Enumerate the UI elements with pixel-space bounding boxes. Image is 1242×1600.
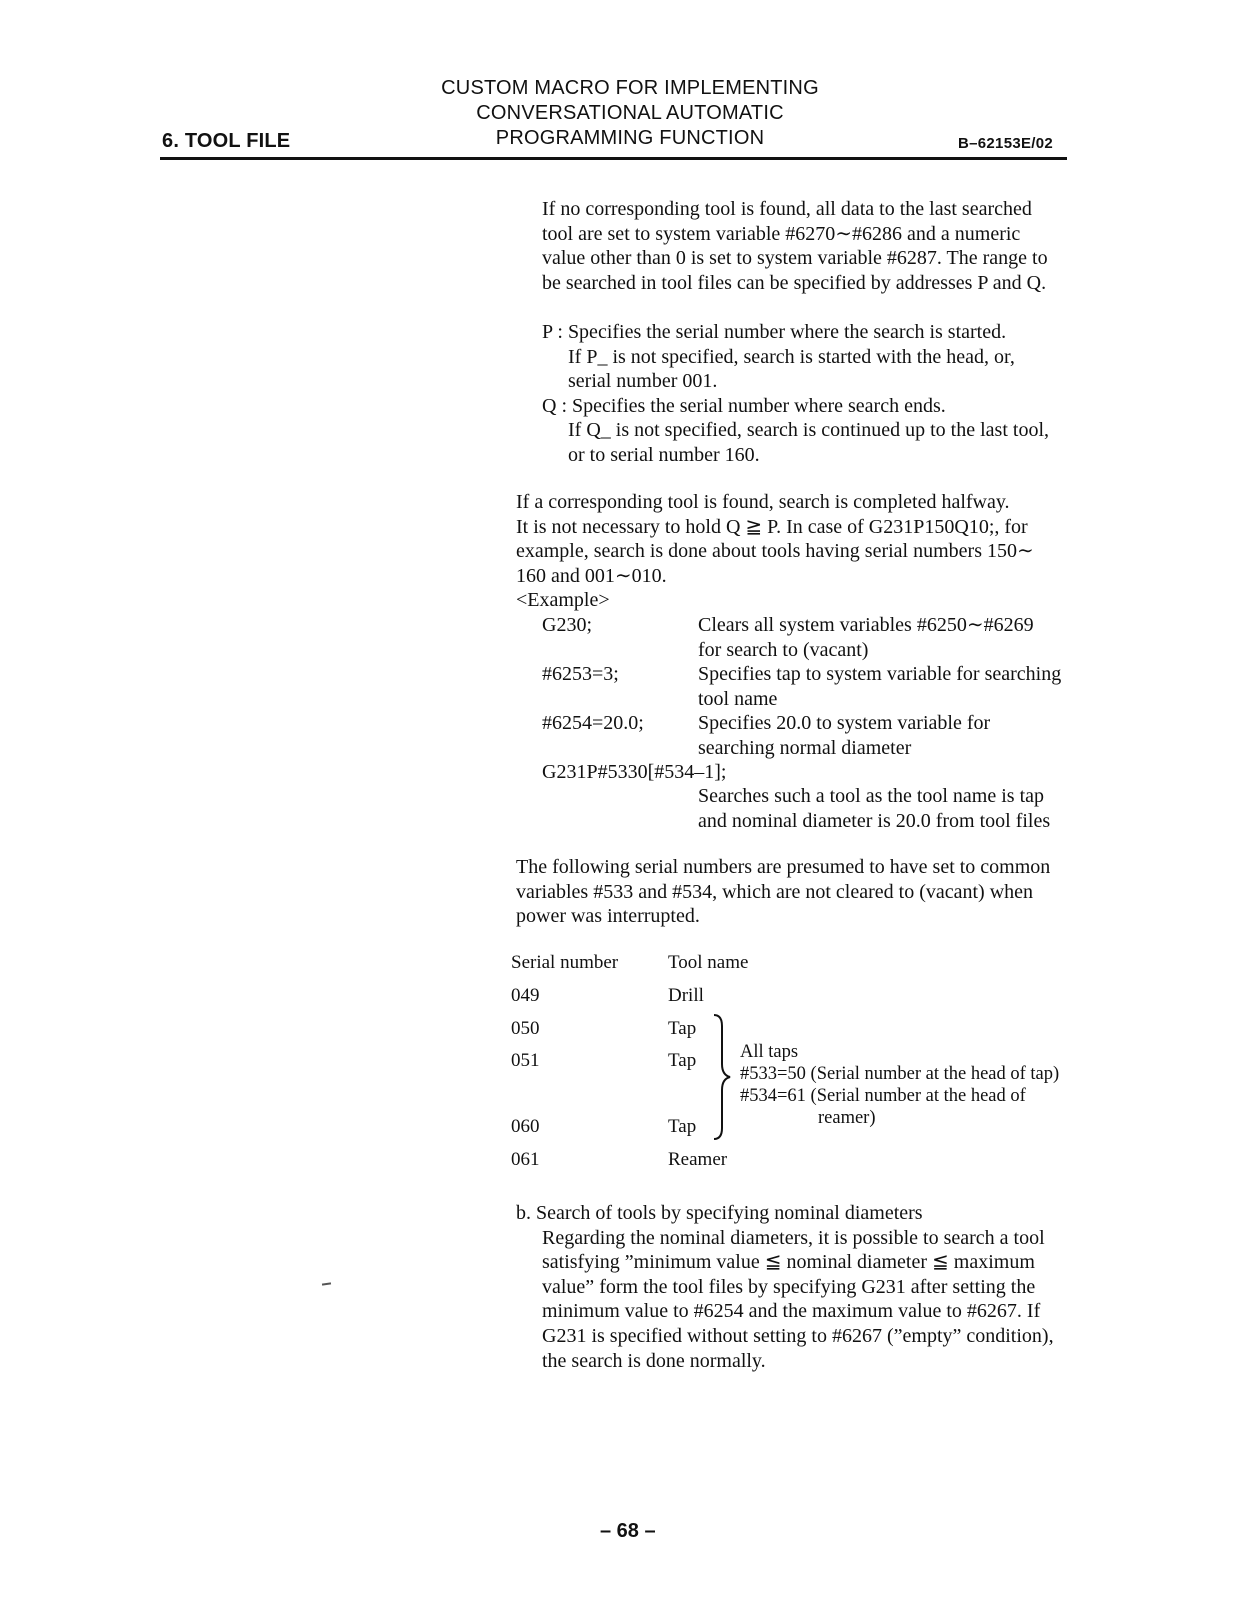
example-command: G230; [542, 614, 592, 636]
table-row-serial: 051 [511, 1050, 540, 1071]
item-heading: b. Search of tools by specifying nominal diameters [516, 1202, 923, 1224]
q-item-title: Q : Specifies the serial number where search ends. [542, 394, 946, 417]
table-row-tool: Drill [668, 985, 704, 1006]
text-line: It is not necessary to hold Q ≧ P. In case of G231P150Q10;, for [516, 515, 1028, 538]
text-line: tool name [698, 687, 778, 710]
example-command: G231P#5330[#534–1]; [542, 761, 727, 783]
text-line: satisfying ”minimum value ≦ nominal diameter ≦ maximum [542, 1251, 1035, 1274]
table-row-serial: 049 [511, 985, 540, 1006]
text-line: The following serial numbers are presumed to have set to common [516, 856, 1051, 878]
text-line: #533=50 (Serial number at the head of tap) [740, 1064, 1060, 1084]
text-line: 160 and 001∼010. [516, 564, 667, 587]
table-row-tool: Tap [668, 1116, 697, 1137]
common-variables-paragraph [516, 855, 1050, 929]
taps-note [740, 1041, 1059, 1129]
text-line: value other than 0 is set to system variable #6287. The range to [542, 247, 1048, 270]
text-line: If a corresponding tool is found, search is completed halfway. [516, 491, 1010, 513]
column-header-tool: Tool name [668, 952, 749, 973]
table-row-tool: Tap [668, 1018, 697, 1039]
example-command: #6254=20.0; [542, 712, 644, 734]
header-rule [160, 157, 1067, 160]
nominal-diameter-paragraph [516, 1201, 1054, 1373]
table-row-tool: Tap [668, 1050, 697, 1071]
text-line: for search to (vacant) [698, 638, 869, 661]
table-row-tool: Reamer [668, 1149, 728, 1170]
p-item-line: If P_ is not specified, search is started with the head, or, [568, 345, 1015, 368]
text-line: power was interrupted. [516, 905, 700, 928]
text-line: be searched in tool files can be specified by addresses P and Q. [542, 271, 1047, 294]
text-line: Searches such a tool as the tool name is tap [698, 785, 1045, 807]
text-line: Regarding the nominal diameters, it is possible to search a tool [542, 1226, 1045, 1249]
section-title: 6. TOOL FILE [162, 130, 291, 152]
address-list [542, 320, 1049, 468]
table-row-serial: 060 [511, 1116, 540, 1137]
title-line-1: CUSTOM MACRO FOR IMPLEMENTING [441, 77, 819, 99]
text-line: #534=61 (Serial number at the head of [740, 1086, 1026, 1106]
text-line: variables #533 and #534, which are not cleared to (vacant) when [516, 880, 1034, 903]
text-line: searching normal diameter [698, 736, 912, 759]
text-line: Clears all system variables #6250∼#6269 [698, 614, 1034, 636]
document-title [400, 76, 860, 151]
example-description [698, 711, 990, 760]
text-line: reamer) [818, 1108, 876, 1128]
p-item-line: serial number 001. [568, 370, 718, 393]
example-description [698, 784, 1050, 833]
text-line: Specifies 20.0 to system variable for [698, 712, 991, 734]
text-line: example, search is done about tools having serial numbers 150∼ [516, 540, 1034, 563]
text-line: All taps [740, 1042, 799, 1062]
right-brace-icon [710, 1012, 740, 1142]
text-line: the search is done normally. [542, 1349, 766, 1372]
example-command: #6253=3; [542, 663, 619, 685]
p-item-title: P : Specifies the serial number where the search is started. [542, 321, 1007, 343]
example-heading: <Example> [516, 589, 610, 612]
table-row-serial: 061 [511, 1149, 540, 1170]
search-paragraph [516, 490, 1034, 613]
table-row-serial: 050 [511, 1018, 540, 1039]
intro-paragraph [542, 197, 1048, 295]
text-line: and nominal diameter is 20.0 from tool files [698, 809, 1051, 832]
example-description [698, 662, 1061, 711]
title-line-3: PROGRAMMING FUNCTION [495, 127, 765, 149]
stray-mark [322, 1282, 331, 1285]
document-id: B–62153E/02 [958, 135, 1054, 152]
title-line-2: CONVERSATIONAL AUTOMATIC [476, 102, 784, 124]
page-number: – 68 – [600, 1520, 656, 1542]
text-line: tool are set to system variable #6270∼#6286 and a numeric [542, 222, 1021, 245]
column-header-serial: Serial number [511, 952, 619, 973]
text-line: G231 is specified without setting to #6267 (”empty” condition), [542, 1324, 1054, 1347]
q-item-line: or to serial number 160. [568, 443, 760, 466]
text-line: Specifies tap to system variable for searching [698, 663, 1062, 685]
example-description [698, 613, 1034, 662]
text-line: If no corresponding tool is found, all data to the last searched [542, 198, 1032, 220]
text-line: value” form the tool files by specifying G231 after setting the [542, 1275, 1036, 1298]
text-line: minimum value to #6254 and the maximum value to #6267. If [542, 1300, 1041, 1323]
q-item-line: If Q_ is not specified, search is continued up to the last tool, [568, 419, 1050, 442]
